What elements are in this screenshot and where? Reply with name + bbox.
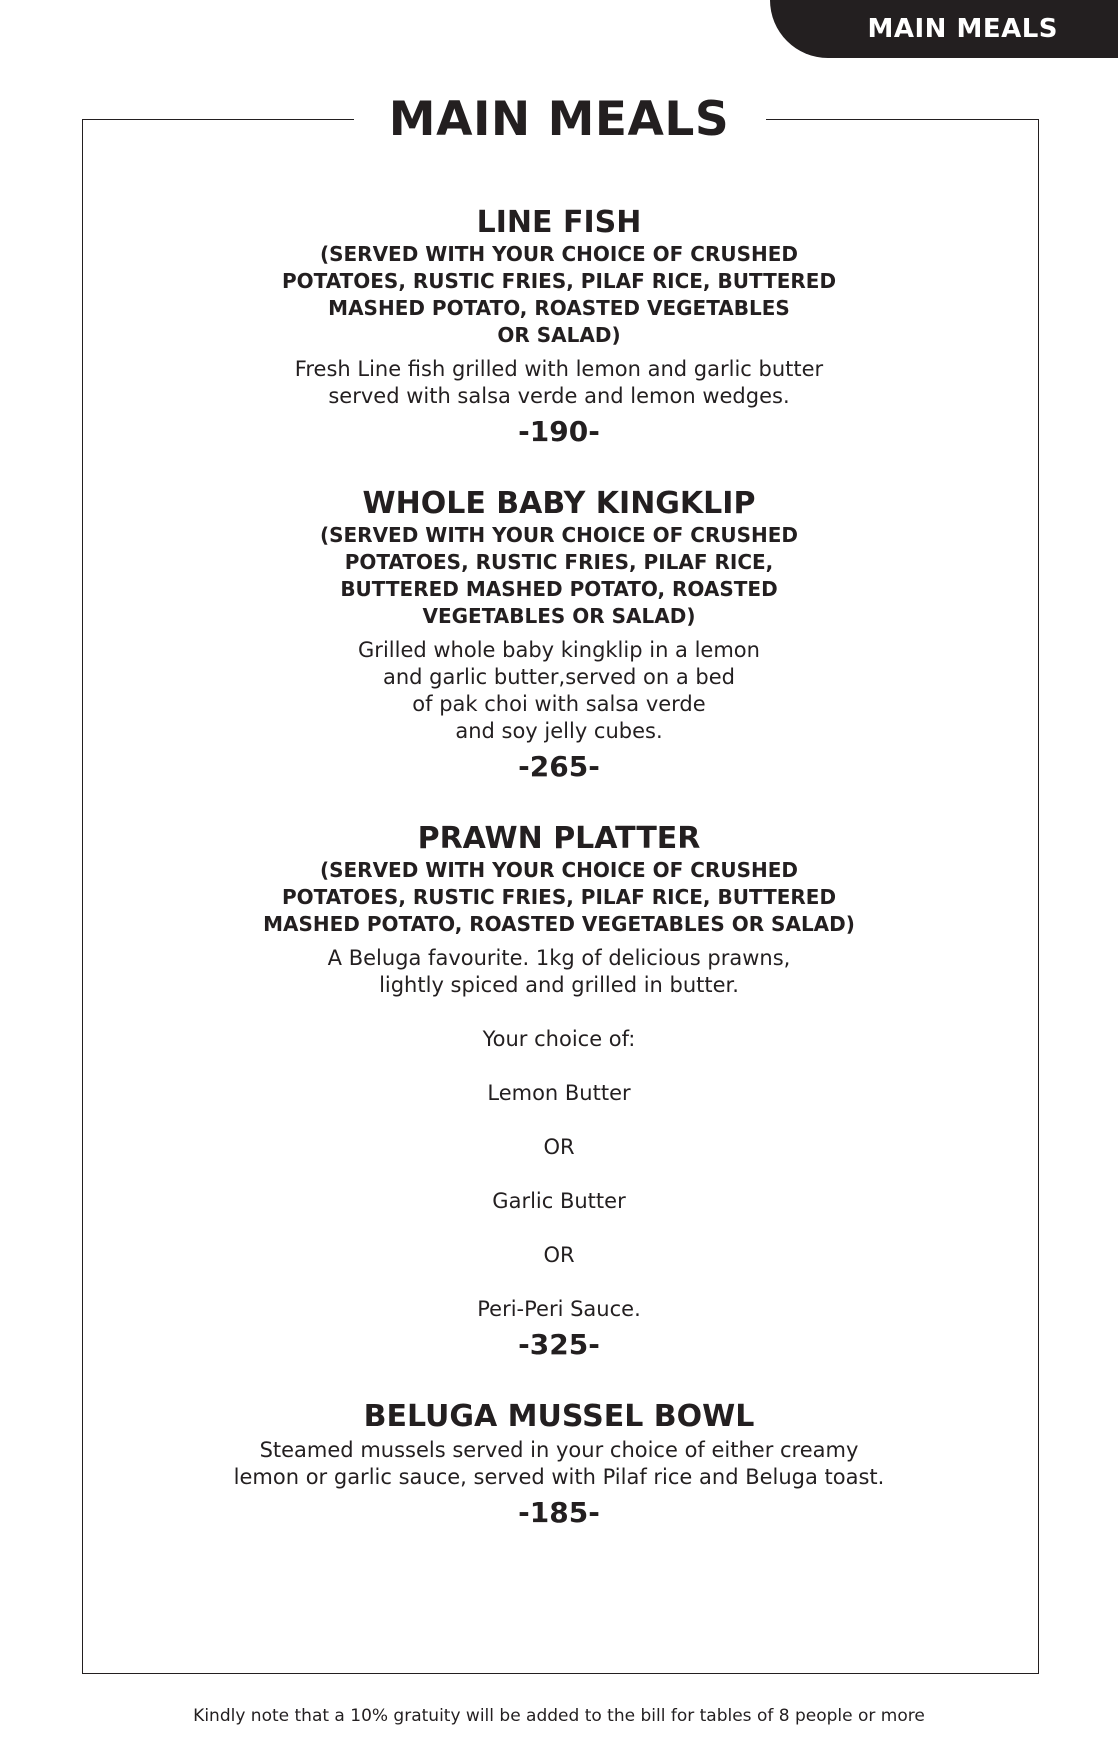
item-name: WHOLE BABY KINGKLIP	[362, 486, 756, 521]
item-price: -185-	[518, 1496, 600, 1529]
item-choices	[0, 1026, 1118, 1323]
page-title: MAIN MEALS	[388, 92, 730, 147]
menu-item-whole-baby-kingklip	[0, 484, 1118, 785]
section-tab	[770, 0, 1118, 58]
item-sides-line: POTATOES, RUSTIC FRIES, PILAF RICE, BUTTERED	[281, 269, 837, 293]
item-sides	[0, 857, 1118, 938]
item-sides-line: POTATOES, RUSTIC FRIES, PILAF RICE,	[344, 550, 774, 574]
choice-option-garlic-butter: Garlic Butter	[492, 1189, 626, 1213]
item-sides-line: BUTTERED MASHED POTATO, ROASTED	[340, 577, 778, 601]
item-sides-line: (SERVED WITH YOUR CHOICE OF CRUSHED	[319, 242, 799, 266]
item-description-line: A Beluga favourite. 1kg of delicious prawns,	[327, 946, 791, 970]
item-description-line: served with salsa verde and lemon wedges.	[328, 384, 790, 408]
item-sides-line: MASHED POTATO, ROASTED VEGETABLES	[328, 296, 790, 320]
item-sides-line: POTATOES, RUSTIC FRIES, PILAF RICE, BUTTERED	[281, 885, 837, 909]
choice-option-lemon-butter: Lemon Butter	[487, 1081, 631, 1105]
item-description	[0, 356, 1118, 410]
item-description-line: lemon or garlic sauce, served with Pilaf rice and Beluga toast.	[233, 1465, 885, 1489]
menu-items	[0, 203, 1118, 1531]
choice-intro: Your choice of:	[482, 1027, 636, 1051]
item-description	[0, 1437, 1118, 1491]
menu-item-line-fish	[0, 203, 1118, 450]
choice-option-peri-peri-sauce: Peri-Peri Sauce.	[477, 1297, 641, 1321]
item-description-line: lightly spiced and grilled in butter.	[379, 973, 739, 997]
choice-separator: OR	[543, 1135, 575, 1159]
item-sides-line: OR SALAD)	[497, 323, 621, 347]
menu-item-beluga-mussel-bowl	[0, 1397, 1118, 1531]
item-sides-line: (SERVED WITH YOUR CHOICE OF CRUSHED	[319, 858, 799, 882]
item-name: BELUGA MUSSEL BOWL	[363, 1399, 755, 1434]
section-tab-label: MAIN MEALS	[867, 14, 1058, 44]
item-description-line: of pak choi with salsa verde	[412, 692, 706, 716]
item-price: -190-	[518, 415, 600, 448]
item-name: PRAWN PLATTER	[417, 821, 701, 856]
item-description-line: and garlic butter,served on a bed	[382, 665, 736, 689]
menu-item-prawn-platter	[0, 819, 1118, 1363]
item-sides-line: MASHED POTATO, ROASTED VEGETABLES OR SALAD)	[263, 912, 855, 936]
item-description-line: Steamed mussels served in your choice of either creamy	[259, 1438, 859, 1462]
item-description	[0, 637, 1118, 745]
item-price: -325-	[518, 1328, 600, 1361]
item-description-line: and soy jelly cubes.	[455, 719, 663, 743]
gratuity-note: Kindly note that a 10% gratuity will be added to the bill for tables of 8 people or more	[193, 1706, 925, 1726]
item-description-line: Fresh Line fish grilled with lemon and garlic butter	[294, 357, 824, 381]
item-sides	[0, 241, 1118, 349]
item-sides-line: VEGETABLES OR SALAD)	[422, 604, 696, 628]
item-sides-line: (SERVED WITH YOUR CHOICE OF CRUSHED	[319, 523, 799, 547]
item-description-line: Grilled whole baby kingklip in a lemon	[358, 638, 760, 662]
item-price: -265-	[518, 750, 600, 783]
item-name: LINE FISH	[476, 205, 642, 240]
choice-separator: OR	[543, 1243, 575, 1267]
item-description	[0, 945, 1118, 999]
item-sides	[0, 522, 1118, 630]
